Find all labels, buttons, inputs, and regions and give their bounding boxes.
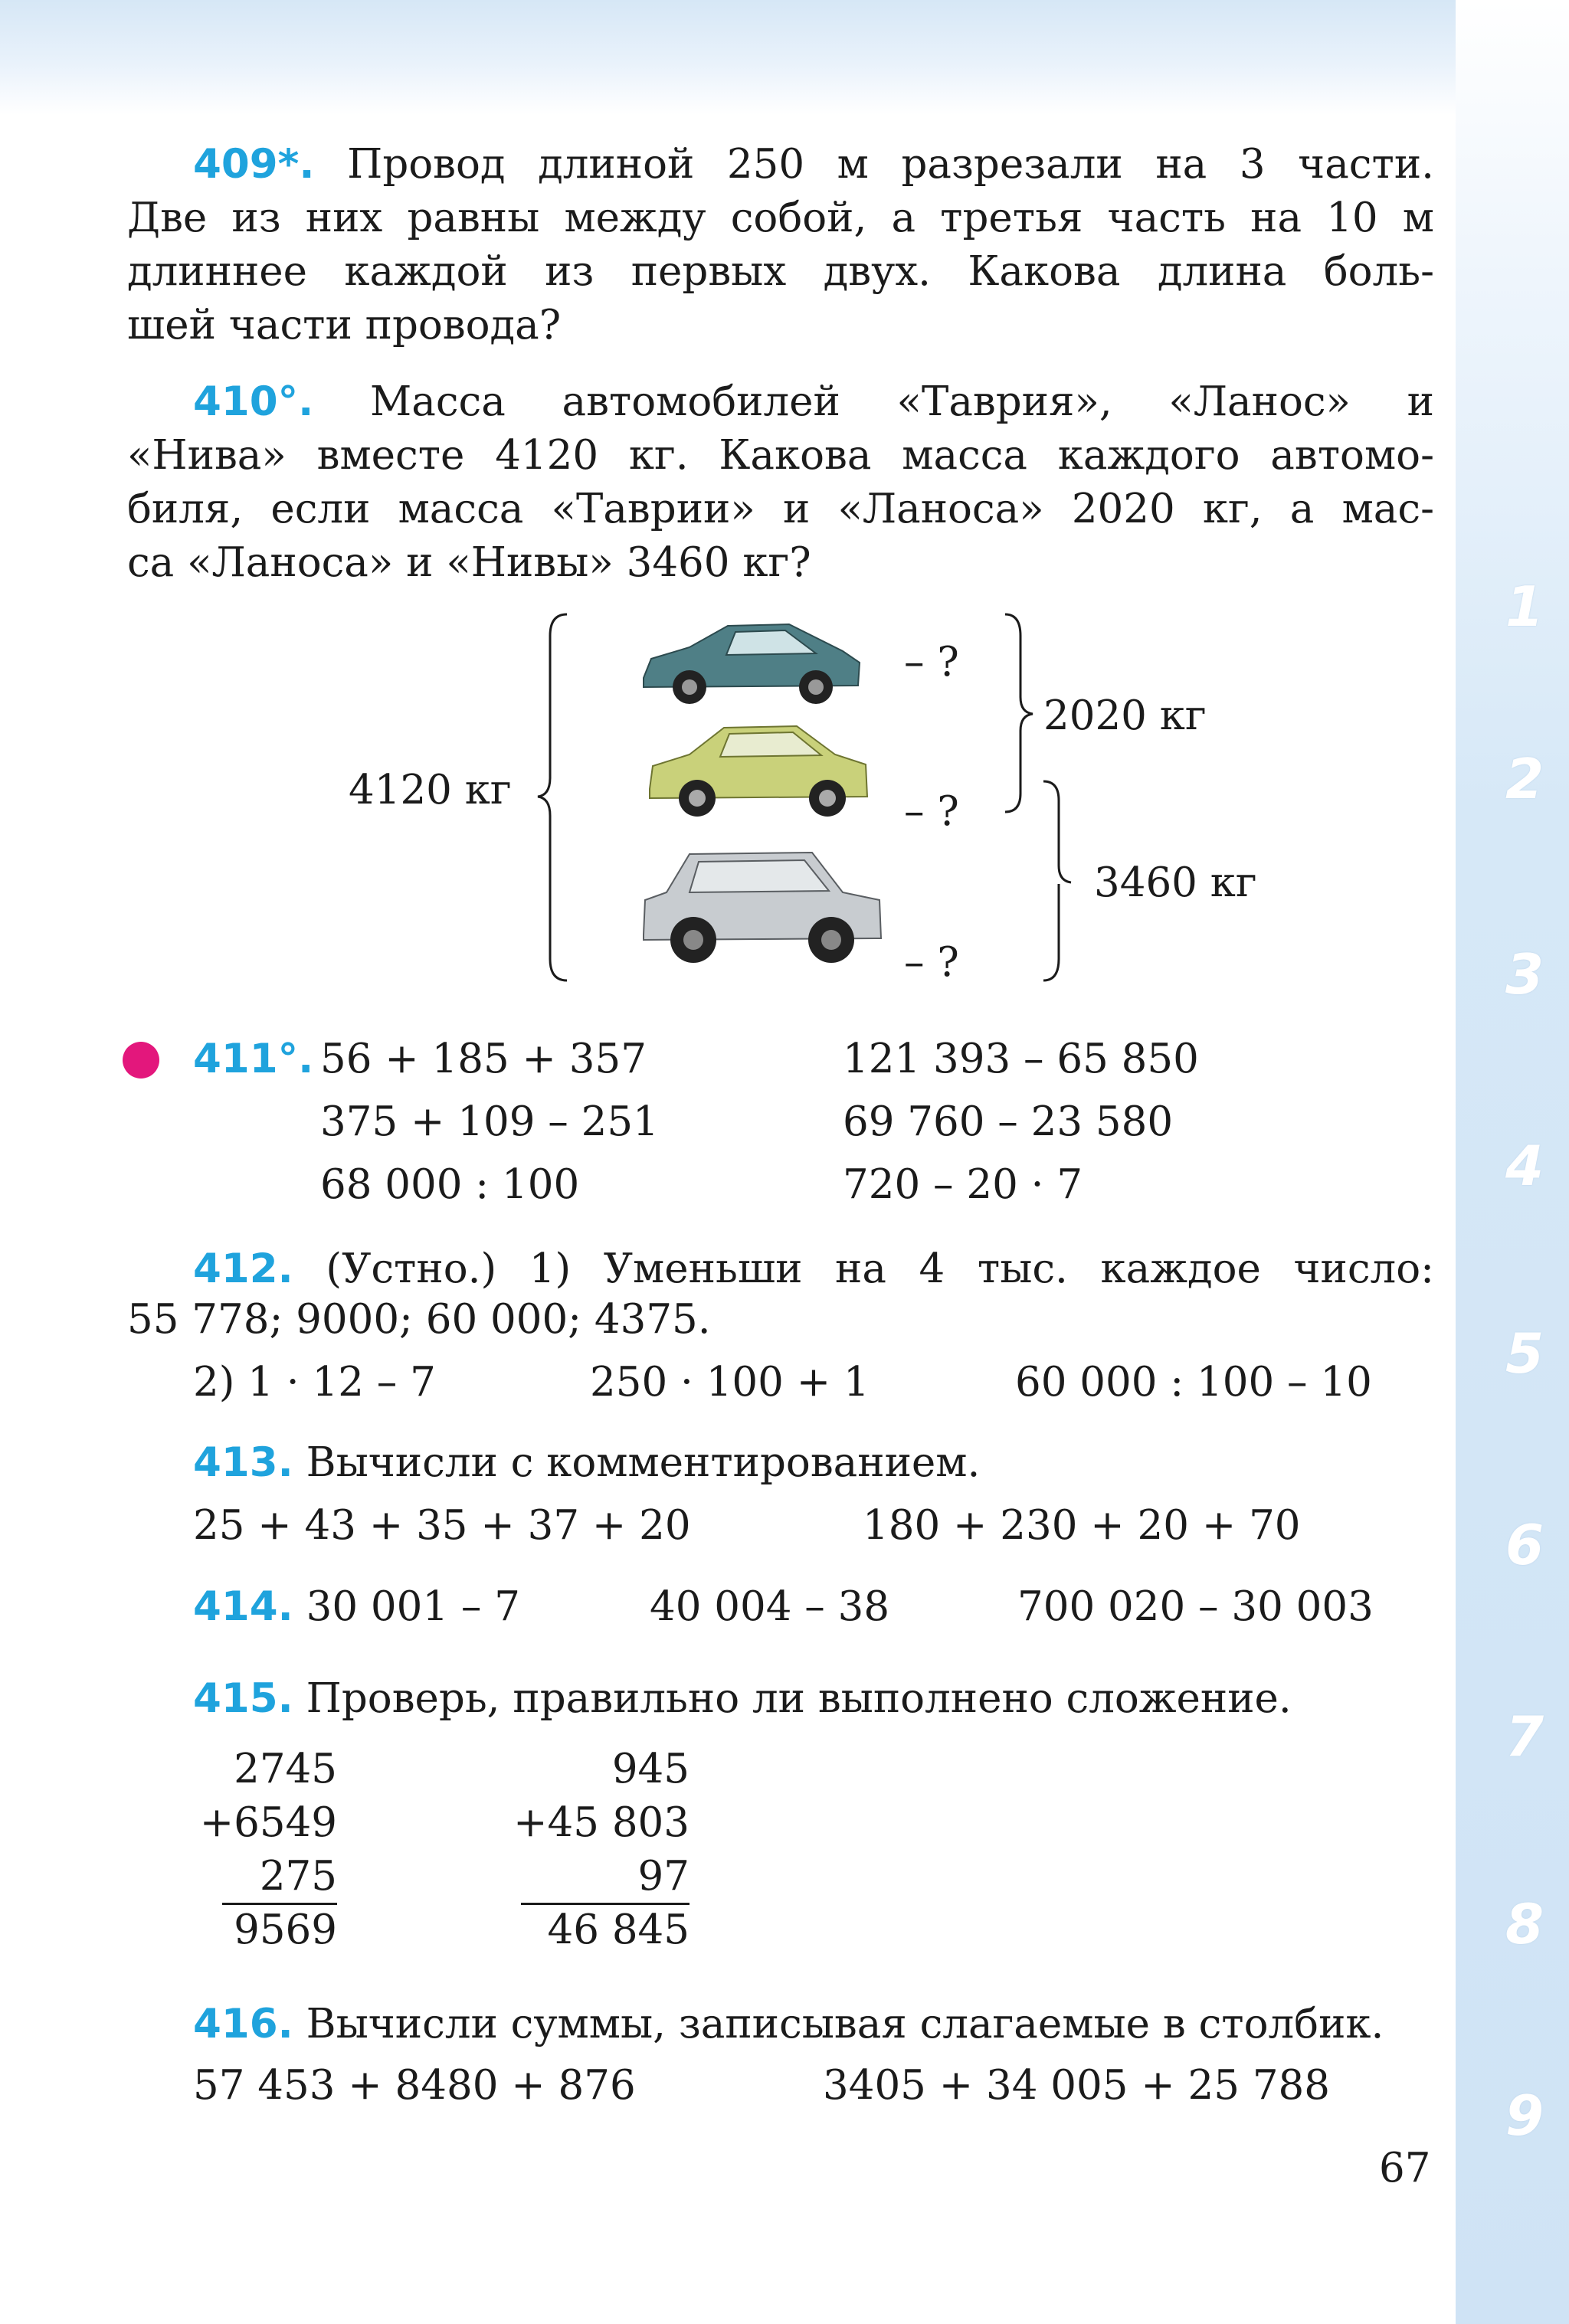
diagram-question-2: – ? [904,788,959,835]
problem-413-expr-2: 180 + 230 + 20 + 70 [863,1502,1301,1549]
problem-411-expr-6: 720 – 20 · 7 [843,1161,1083,1208]
problem-413-expr-1: 25 + 43 + 35 + 37 + 20 [193,1502,691,1549]
side-tab-3: 3 [1505,942,1544,1007]
car-niva-image [636,839,889,977]
car-lanos-image [644,712,873,827]
column2-row3: 97 [637,1853,690,1900]
problem-415-line [193,1672,1292,1726]
problem-412-expr-2: 250 · 100 + 1 [590,1359,870,1406]
diagram-pair2-label: 3460 кг [1094,859,1257,906]
problem-411-expr-1: 56 + 185 + 357 [320,1036,647,1082]
problem-412-line1 [193,1242,1434,1296]
problem-414-expr-1: 30 001 – 7 [306,1583,521,1630]
problem-409-line1 [193,138,1434,191]
column2-row2: +45 803 [513,1799,690,1846]
problem-416-number: 416. [193,2001,293,2047]
problem-411-expr-4: 69 760 – 23 580 [843,1098,1174,1145]
side-tab-2: 2 [1505,747,1544,811]
side-tab-4: 4 [1505,1134,1544,1198]
diagram-question-1: – ? [904,639,959,686]
problem-410-line4: са «Ланоса» и «Нивы» 3460 кг? [127,539,811,586]
problem-413-text: Вычисли с комментированием. [306,1439,981,1486]
problem-416-line [193,1998,1384,2051]
problem-410-number: 410°. [193,378,314,425]
problem-415-number: 415. [193,1675,293,1722]
problem-409-number: 409*. [193,141,315,188]
problem-416-expr-2: 3405 + 34 005 + 25 788 [823,2062,1330,2109]
problem-411-expr-3: 375 + 109 – 251 [320,1098,659,1145]
problem-412-expr-1: 2) 1 · 12 – 7 [193,1359,436,1406]
problem-414-number: 414. [193,1583,293,1630]
problem-413-number: 413. [193,1439,293,1486]
problem-411-number: 411°. [193,1036,314,1082]
side-tab-6: 6 [1505,1513,1544,1577]
problem-414-expr-2: 40 004 – 38 [650,1583,890,1630]
problem-411-expr-5: 68 000 : 100 [320,1161,580,1208]
problem-410-line2: «Нива» вместе 4120 кг. Какова масса каждого автомо- [127,432,1434,479]
pink-bullet-icon [123,1042,159,1079]
problem-410-line1 [193,375,1434,429]
page-number: 67 [1379,2145,1431,2191]
problem-409-line2: Две из них равны между собой, а третья часть на 10 м [127,195,1434,241]
column1-sum: 9569 [234,1907,337,1953]
problem-416-text: Вычисли суммы, записывая слагаемые в столбик. [306,2001,1384,2047]
problem-412-number: 412. [193,1245,293,1292]
problem-416-expr-1: 57 453 + 8480 + 876 [193,2062,636,2109]
column1-row1: 2745 [234,1746,337,1792]
problem-412-expr-3: 60 000 : 100 – 10 [1015,1359,1372,1406]
problem-410-text: Масса автомобилей «Таврия», «Ланос» и [369,378,1434,425]
problem-411-expr-2: 121 393 – 65 850 [843,1036,1199,1082]
problem-412-text: (Устно.) 1) Уменьши на 4 тыс. каждое число: [326,1245,1434,1292]
side-tab-1: 1 [1505,574,1544,639]
problem-409-text: Провод длиной 250 м разрезали на 3 части. [347,141,1434,188]
problem-414-line [193,1580,520,1634]
problem-414-expr-3: 700 020 – 30 003 [1017,1583,1374,1630]
diagram-question-3: – ? [904,939,959,986]
problem-415-text: Проверь, правильно ли выполнено сложение. [306,1675,1292,1722]
diagram-pair1-label: 2020 кг [1043,692,1207,739]
side-tab-5: 5 [1505,1321,1544,1386]
car-tavria-image [636,617,866,709]
problem-412-line2: 55 778; 9000; 60 000; 4375. [127,1296,711,1343]
problem-410-line3: биля, если масса «Таврии» и «Ланоса» 2020 кг, а мас- [127,486,1434,532]
column1-row2: +6549 [199,1799,337,1846]
diagram-total-label: 4120 кг [349,767,512,813]
column1-row3: 275 [259,1853,337,1900]
problem-409-line3: длиннее каждой из первых двух. Какова длина боль- [127,248,1434,295]
side-tab-8: 8 [1505,1892,1544,1956]
top-band [0,0,1569,115]
problem-409-line4: шей части провода? [127,302,562,349]
side-tab-9: 9 [1505,2083,1544,2148]
problem-413-line [193,1436,980,1490]
side-tab-7: 7 [1505,1704,1544,1769]
column2-sum: 46 845 [547,1907,690,1953]
column2-row1: 945 [611,1746,690,1792]
